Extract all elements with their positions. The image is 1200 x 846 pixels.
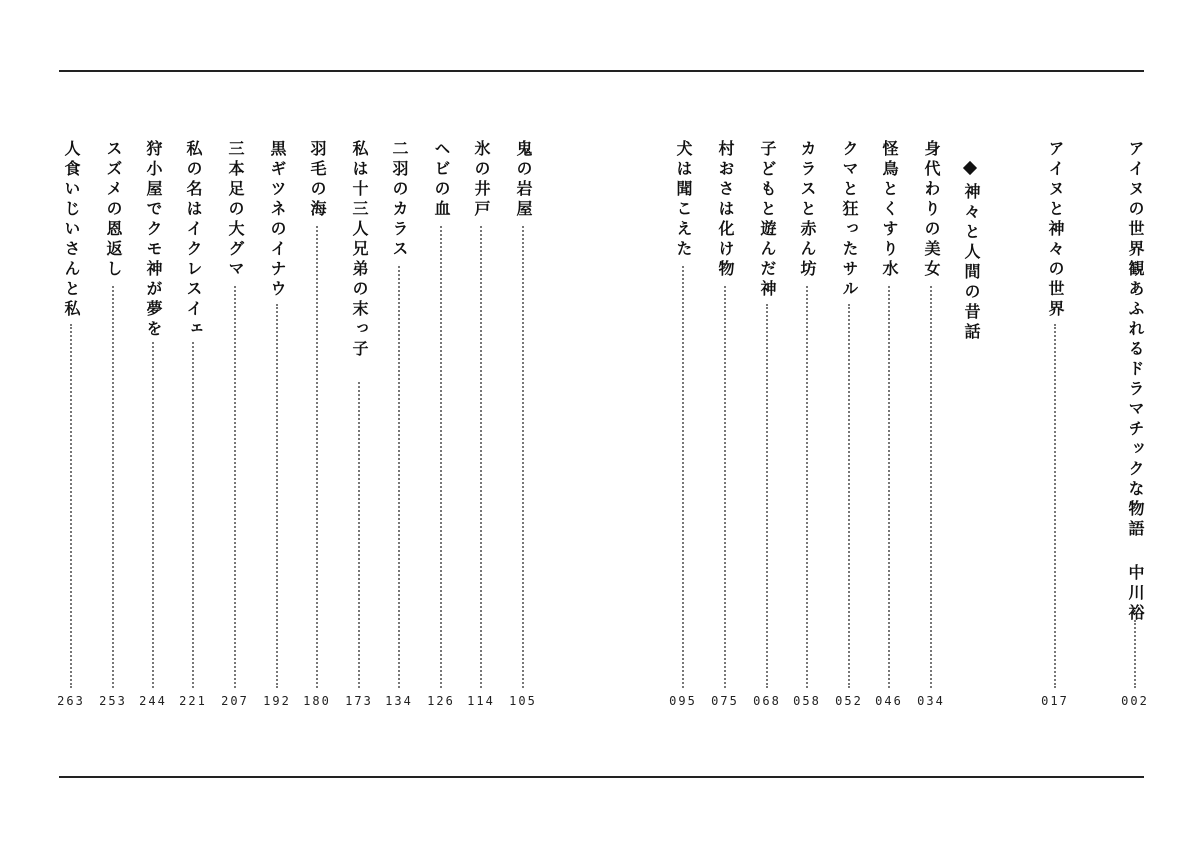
page-number: 058 <box>793 694 821 708</box>
toc-entry[interactable] <box>262 140 292 715</box>
page-number: 173 <box>345 694 373 708</box>
leader-dots <box>888 286 890 688</box>
page-number: 207 <box>221 694 249 708</box>
page-number: 192 <box>263 694 291 708</box>
bottom-rule <box>59 776 1144 778</box>
entry-title: 怪鳥とくすり水 <box>880 140 899 280</box>
page-number: 034 <box>917 694 945 708</box>
page-number: 253 <box>99 694 127 708</box>
top-rule <box>59 70 1144 72</box>
leader-dots <box>1134 620 1136 688</box>
page-number: 052 <box>835 694 863 708</box>
entry-title: 二羽のカラス <box>390 140 409 260</box>
entry-title: 身代わりの美女 <box>922 140 941 280</box>
leader-dots <box>682 266 684 688</box>
toc-entry[interactable] <box>1040 140 1070 715</box>
entry-title: カラスと赤ん坊 <box>798 140 817 280</box>
page-number: 263 <box>57 694 85 708</box>
leader-dots <box>806 286 808 688</box>
leader-dots <box>70 324 72 688</box>
toc-entry[interactable] <box>752 140 782 715</box>
entry-title: スズメの恩返し <box>104 140 123 280</box>
entry-title: 三本足の大グマ <box>226 140 245 280</box>
toc-entry[interactable] <box>834 140 864 715</box>
entry-title: 黒ギツネのイナウ <box>268 140 287 300</box>
entry-title: 子どもと遊んだ神 <box>758 140 777 300</box>
page-number: 244 <box>139 694 167 708</box>
toc-entry[interactable] <box>98 140 128 715</box>
page-number: 180 <box>303 694 331 708</box>
entry-title: 犬は聞こえた <box>674 140 693 260</box>
page-number: 134 <box>385 694 413 708</box>
toc-entry[interactable] <box>508 140 538 715</box>
page-number: 114 <box>467 694 495 708</box>
page-number: 221 <box>179 694 207 708</box>
book-title: アイヌの世界観あふれるドラマチックな物語 <box>1126 140 1145 540</box>
toc-entry[interactable] <box>874 140 904 715</box>
entry-title: 人食いじいさんと私 <box>62 140 81 320</box>
entry-title: 村おさは化け物 <box>716 140 735 280</box>
leader-dots <box>398 266 400 688</box>
leader-dots <box>1054 324 1056 688</box>
entry-title: クマと狂ったサル <box>840 140 859 300</box>
page-number: 017 <box>1041 694 1069 708</box>
toc-entry[interactable] <box>178 140 208 715</box>
leader-dots <box>358 382 360 688</box>
toc-entry[interactable] <box>792 140 822 715</box>
leader-dots <box>440 226 442 688</box>
toc-entry[interactable] <box>384 140 414 715</box>
entry-title: アイヌと神々の世界 <box>1046 140 1065 320</box>
leader-dots <box>234 286 236 688</box>
leader-dots <box>522 226 524 688</box>
toc-entry[interactable] <box>344 140 374 715</box>
entry-title: 鬼の岩屋 <box>514 140 533 220</box>
toc-entry[interactable] <box>302 140 332 715</box>
leader-dots <box>316 226 318 688</box>
leader-dots <box>930 286 932 688</box>
leader-dots <box>766 304 768 688</box>
toc-entry[interactable] <box>710 140 740 715</box>
toc-entry[interactable] <box>138 140 168 715</box>
leader-dots <box>276 304 278 688</box>
page-number: 105 <box>509 694 537 708</box>
section-heading <box>956 163 986 363</box>
book-author: 中川裕 <box>1126 564 1145 624</box>
leader-dots <box>192 342 194 688</box>
leader-dots <box>152 342 154 688</box>
book-heading-column <box>1120 140 1150 715</box>
toc-entry[interactable] <box>668 140 698 715</box>
leader-dots <box>848 304 850 688</box>
toc-entry[interactable] <box>426 140 456 715</box>
page-number: 046 <box>875 694 903 708</box>
toc-entry[interactable] <box>56 140 86 715</box>
leader-dots <box>112 286 114 688</box>
page-number: 002 <box>1121 694 1149 708</box>
toc-entry[interactable] <box>220 140 250 715</box>
diamond-icon <box>963 161 977 175</box>
leader-dots <box>724 286 726 688</box>
section-heading-title: 神々と人間の昔話 <box>962 183 981 343</box>
entry-title: 私の名はイクレスイェ <box>184 140 203 340</box>
entry-title: 私は十三人兄弟の末っ子 <box>350 140 369 360</box>
entry-title: ヘビの血 <box>432 140 451 220</box>
page-number: 068 <box>753 694 781 708</box>
entry-title: 氷の井戸 <box>472 140 491 220</box>
page-number: 126 <box>427 694 455 708</box>
entry-title: 狩小屋でクモ神が夢を <box>144 140 163 340</box>
leader-dots <box>480 226 482 688</box>
toc-entry[interactable] <box>466 140 496 715</box>
page-number: 095 <box>669 694 697 708</box>
entry-title: 羽毛の海 <box>308 140 327 220</box>
page-number: 075 <box>711 694 739 708</box>
toc-entry[interactable] <box>916 140 946 715</box>
